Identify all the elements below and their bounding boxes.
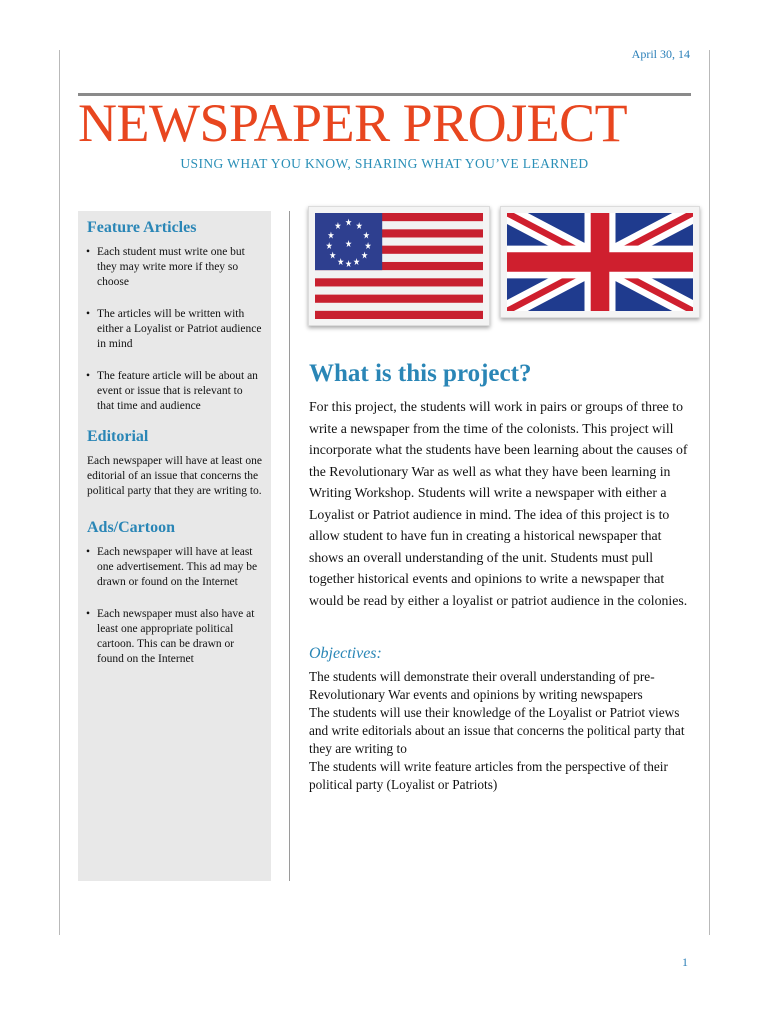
ads-cartoon-list bbox=[87, 545, 262, 667]
list-item: The students will write feature articles from the perspective of their political party (Loyalist or Patriots) bbox=[309, 759, 668, 792]
page-title: NEWSPAPER PROJECT bbox=[78, 93, 628, 153]
header-date: April 30, 14 bbox=[631, 47, 690, 61]
svg-text:★: ★ bbox=[360, 250, 369, 262]
objectives-list bbox=[309, 668, 694, 794]
svg-text:★: ★ bbox=[345, 239, 353, 251]
svg-text:★: ★ bbox=[327, 230, 335, 242]
editorial-text: Each newspaper will have at least one editorial of an issue that concerns the political party that they are writing to. bbox=[87, 455, 262, 497]
svg-text:★: ★ bbox=[334, 221, 342, 233]
editorial-heading: Editorial bbox=[87, 428, 149, 445]
page-border-right bbox=[709, 50, 710, 935]
list-item: • Each newspaper will have at least one advertisement. This ad may be drawn or found on the Internet bbox=[87, 545, 262, 590]
svg-text:★: ★ bbox=[364, 241, 372, 253]
svg-text:★: ★ bbox=[337, 257, 345, 269]
page-number: 1 bbox=[682, 955, 688, 969]
svg-text:★: ★ bbox=[362, 230, 370, 242]
page-subtitle: USING WHAT YOU KNOW, SHARING WHAT YOU’VE LEARNED bbox=[180, 156, 589, 171]
section-heading: What is this project? bbox=[309, 360, 532, 387]
list-item: The students will use their knowledge of the Loyalist or Patriot views and write editorials about an issue that concerns the political party that they are writing to bbox=[309, 705, 685, 756]
list-item: • The articles will be written with either a Loyalist or Patriot audience in mind bbox=[87, 307, 262, 352]
project-description: For this project, the students will work in pairs or groups of three to write a newspaper from the time of the colonists. This project will incorporate what the students have been learning about the causes of the Revolutionary War as well as what they have been learning in Writing Workshop. Students will write a newspaper with either a Loyalist or Patriot audience in mind. The idea of this project is to allow student to have fun in creating a historical newspaper that shows an overall understanding of the unit. Students must pull together historical events and opinions to write a newspaper that would be read by either a loyalist or patriot audience in the colonies. bbox=[309, 399, 688, 608]
objectives-heading: Objectives: bbox=[309, 645, 382, 662]
svg-text:★: ★ bbox=[345, 218, 353, 229]
list-item: The students will demonstrate their overall understanding of pre-Revolutionary War events and opinions by writing newspapers bbox=[309, 669, 655, 702]
list-item: • Each student must write one but they may write more if they so choose bbox=[87, 245, 262, 290]
svg-text:★: ★ bbox=[329, 250, 337, 262]
svg-text:★: ★ bbox=[352, 257, 361, 269]
column-divider bbox=[289, 211, 290, 881]
svg-text:★: ★ bbox=[345, 259, 353, 271]
feature-articles-heading: Feature Articles bbox=[87, 219, 197, 236]
ads-cartoon-heading: Ads/Cartoon bbox=[87, 519, 176, 536]
list-item: • The feature article will be about an event or issue that is relevant to that time and audience bbox=[87, 369, 262, 414]
svg-text:★: ★ bbox=[355, 221, 363, 233]
american-flag-icon bbox=[308, 206, 490, 326]
list-item: • Each newspaper must also have at least one appropriate political cartoon. This can be drawn or found on the Internet bbox=[87, 607, 262, 667]
feature-articles-list bbox=[87, 245, 262, 414]
union-jack-flag-icon bbox=[500, 206, 700, 318]
svg-text:★: ★ bbox=[325, 241, 333, 253]
page-border-left bbox=[59, 50, 60, 935]
sidebar bbox=[78, 211, 271, 881]
